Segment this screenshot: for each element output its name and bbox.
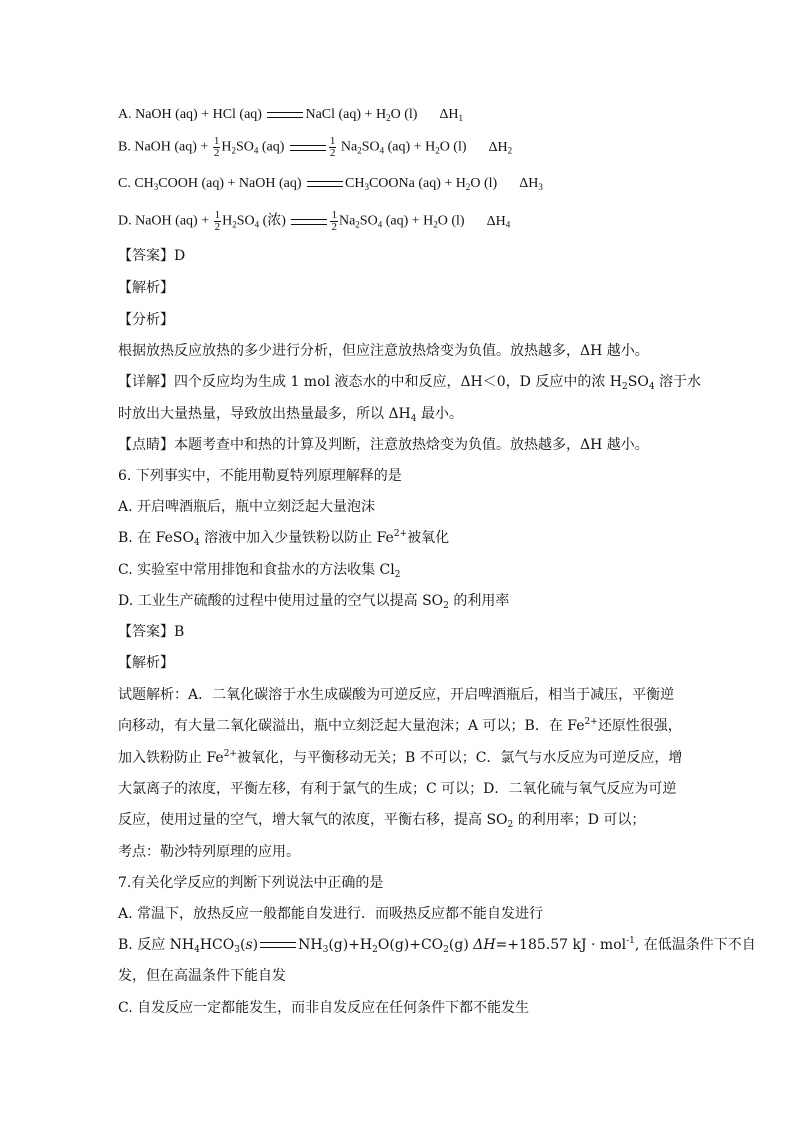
equation-text: Na [338,213,356,229]
equals-sign [267,112,303,118]
delta-h-sub: 4 [505,219,511,230]
equals-sign [260,942,296,948]
q6-option-d: D. 工业生产硫酸的过程中使用过量的空气以提高 $SO_2$ 的利用率 [118,593,510,611]
equation-text: (浓) [259,213,290,229]
question-7-stem: 7.有关化学反应的判断下列说法中正确的是 [118,875,384,891]
equation-text: (aq) + H [384,139,436,155]
delta-h-sub: 1 [458,113,464,123]
kaodian: 考点：勒沙特列原理的应用。 [118,844,300,860]
q7-option-b: B. 反应 $NH_4HCO_3(s)$ $NH_3(g)+H_2O(g)+CO_2(g)$ ΔH=+185.57 kJ · mol$^{-1}$, 在低温条件下不自 [118,936,756,955]
equation-text: (aq) + H [382,213,434,229]
answer-label: 【答案】B [118,624,185,640]
delta-h: ΔH [439,107,459,122]
equals-sign [290,145,326,151]
delta-h-sub: 3 [538,182,543,192]
dianjing-text: 【点睛】本题考查中和热的计算及判断，注意放热焓变为负值。放热越多，ΔH 越小。 [118,437,649,453]
question-6-stem: 6. 下列事实中，不能用勒夏特列原理解释的是 [118,468,402,484]
analysis-line-2: 向移动，有大量二氧化碳溢出，瓶中立刻泛起大量泡沫；A 可以；B．在 $Fe^{2+}$还原性很强， [118,717,682,734]
equation-text: A. NaOH (aq) + HCl (aq) [118,107,266,122]
fraction: $\frac{1}{2}$ [214,209,221,233]
equation-text: CH [344,176,365,191]
equation-text: O (l) [437,213,465,229]
equation-text: B. NaOH (aq) + [118,139,212,155]
q7-option-c: C. 自发反应一定都能发生，而非自发反应在任何条件下都不能发生 [118,1000,530,1016]
answer-label: 【答案】D [118,248,186,264]
analysis-line-4: 大氯离子的浓度，平衡左移，有利于氯气的生成；C 可以；D．二氧化硫与氧气反应为可逆 [118,781,677,797]
equation-text: Na [337,139,358,155]
equation-text: COONa (aq) + H [368,176,466,191]
equation-text: SO [359,213,378,229]
q6-option-a: A. 开启啤酒瓶后，瓶中立刻泛起大量泡沫 [118,499,376,515]
equation-text: C. CH [118,176,154,191]
equation-text: COOH (aq) + NaOH (aq) [158,176,305,191]
fraction: $\frac{1}{2}$ [331,209,337,233]
analysis-heading: 【解析】 [118,655,174,671]
delta-h: ΔH [488,139,508,155]
fenxi-text: 根据放热反应放热的多少进行分析，但应注意放热焓变为负值。放热越多，ΔH 越小。 [118,343,649,359]
delta-h: ΔH [519,176,539,191]
equation-text: H [222,213,233,229]
equation-text: (aq) [258,139,288,155]
delta-h: ΔH [486,213,506,229]
fraction: $\frac{1}{2}$ [329,135,336,159]
fraction: $\frac{1}{2}$ [213,135,220,159]
analysis-heading: 【解析】 [118,280,174,296]
option-b-equation: B. NaOH (aq) + $\frac{1}{2}$ $H_2SO_4$ (aq) $\frac{1}{2}$ $Na_2SO_4$ $(aq) + H_2O$ (l) $\Delta H_2$ [118,135,513,159]
q6-option-c: C. 实验室中常用排饱和食盐水的方法收集 $Cl_2$ [118,562,401,580]
equals-sign [307,181,343,187]
option-c-equation: C. $CH_3COOH$ (aq) + NaOH (aq) $CH_3COONa$ $(aq) + H_2O$ (l) $\Delta H_3$ [118,176,543,192]
fenxi-heading: 【分析】 [118,312,174,328]
q7-option-b-cont: 发，但在高温条件下能自发 [118,968,286,984]
equals-sign [291,219,327,225]
q6-option-b: B. 在 FeSO$_4$ 溶液中加入少量铁粉以防止 $Fe^{2+}$被氧化 [118,529,450,548]
option-d-equation: D. NaOH (aq) + $\frac{1}{2}$ $H_2SO_4$ (浓) $\frac{1}{2}$ $Na_2SO_4$ $(aq) + H_2O$ (l) $\Delta H_4$ [118,209,511,233]
equation-text: NaCl (aq) + H [305,107,387,122]
option-a-equation: A. NaOH (aq) + HCl (aq) NaCl $(aq) + H_2O$ (l) $\Delta H_1$ [118,107,464,123]
equation-text: O (l) [439,139,467,155]
detail-text-line-1: 【详解】四个反应均为生成 1 mol 液态水的中和反应，ΔH＜0，D 反应中的浓 $H_2SO_4$ 溶于水 [118,374,701,392]
equation-text: O (l) [470,176,498,191]
analysis-line-1: 试题解析：A．二氧化碳溶于水生成碳酸为可逆反应，开启啤酒瓶后，相当于减压，平衡逆 [118,687,675,703]
equation-text: H [221,139,232,155]
equation-text: SO [361,139,380,155]
delta-h-sub: 2 [507,145,513,156]
analysis-line-3: 加入铁粉防止 $Fe^{2+}$被氧化，与平衡移动无关；B 不可以；C．氯气与水反应为可逆反应，增 [118,749,683,766]
equation-text: SO [235,139,254,155]
q7-option-a: A. 常温下，放热反应一般都能自发进行．而吸热反应都不能自发进行 [118,906,544,922]
analysis-line-5: 反应，使用过量的空气，增大氧气的浓度，平衡右移，提高 $SO_2$ 的利用率；D 可以； [118,812,646,830]
equation-text: SO [236,213,255,229]
equation-text: D. NaOH (aq) + [118,213,213,229]
detail-text-line-2: 时放出大量热量，导致放出热量最多，所以 $\Delta H_4$ 最小。 [118,406,463,424]
equation-text: O (l) [390,107,418,122]
